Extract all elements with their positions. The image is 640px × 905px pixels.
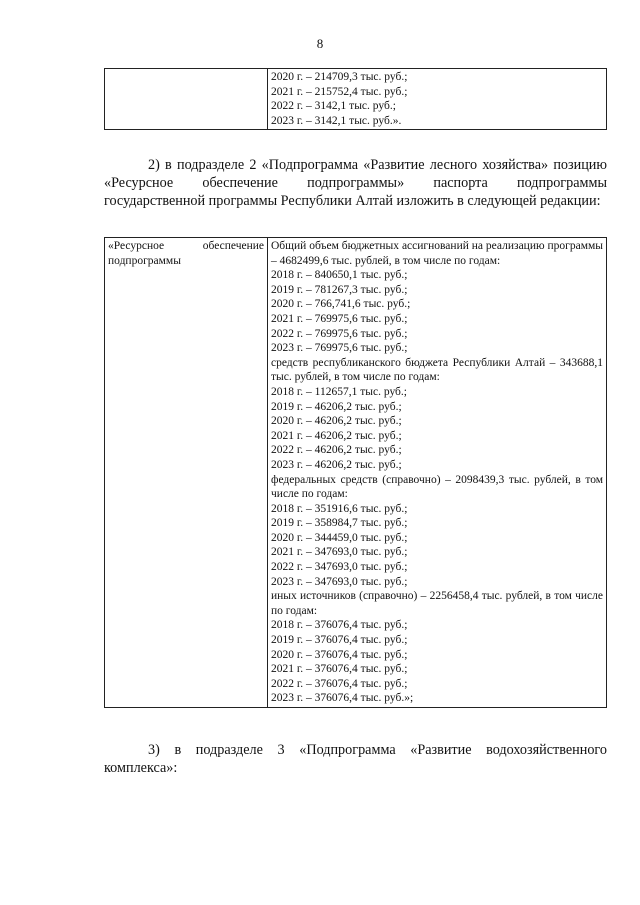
paragraph-item-2: 2) в подразделе 2 «Подпрограмма «Развитие лесного хозяйства» позицию «Ресурсное обеспечение подпрограммы» паспорта подпрограммы государственной программы Республики Алтай изложить в следующей редакции: bbox=[104, 157, 607, 209]
table1-line: 2021 г. – 215752,4 тыс. руб.; bbox=[271, 85, 408, 98]
table2-line: 2022 г. – 769975,6 тыс. руб.; bbox=[271, 327, 408, 340]
table2-line: 2020 г. – 46206,2 тыс. руб.; bbox=[271, 415, 402, 428]
table2-line: 2019 г. – 358984,7 тыс. руб.; bbox=[271, 517, 408, 530]
paragraph-item-3: 3) в подразделе 3 «Подпрограмма «Развитие водохозяйственного комплекса»: bbox=[104, 742, 607, 776]
table2-line: 2022 г. – 376076,4 тыс. руб.; bbox=[271, 677, 408, 690]
table2-line: 2018 г. – 840650,1 тыс. руб.; bbox=[271, 269, 408, 282]
table1-line: 2023 г. – 3142,1 тыс. руб.». bbox=[271, 114, 402, 127]
table2-line: 2019 г. – 781267,3 тыс. руб.; bbox=[271, 283, 408, 296]
table1-line: 2020 г. – 214709,3 тыс. руб.; bbox=[271, 71, 408, 83]
table2-line: 2018 г. – 112657,1 тыс. руб.; bbox=[271, 385, 407, 398]
table2-line: 2021 г. – 46206,2 тыс. руб.; bbox=[271, 429, 402, 442]
table2-line: 2022 г. – 347693,0 тыс. руб.; bbox=[271, 561, 408, 574]
table2-line: федеральных средств (справочно) – 2098439,3 тыс. рублей, в том числе по годам: bbox=[271, 473, 603, 501]
table2-line: Общий объем бюджетных ассигнований на реализацию программы – 4682499,6 тыс. рублей, в том числе по годам: bbox=[271, 240, 603, 267]
table2-line: 2023 г. – 376076,4 тыс. руб.»; bbox=[271, 692, 414, 705]
table2-line: 2018 г. – 351916,6 тыс. руб.; bbox=[271, 502, 408, 515]
table2-line: 2021 г. – 376076,4 тыс. руб.; bbox=[271, 663, 408, 676]
table1-line: 2022 г. – 3142,1 тыс. руб.; bbox=[271, 100, 396, 113]
table2-line: 2021 г. – 769975,6 тыс. руб.; bbox=[271, 312, 408, 325]
table2-line: средств республиканского бюджета Республики Алтай – 343688,1 тыс. рублей, в том числе по годам: bbox=[271, 356, 603, 384]
table2-line: 2022 г. – 46206,2 тыс. руб.; bbox=[271, 444, 402, 457]
table2-line: 2020 г. – 344459,0 тыс. руб.; bbox=[271, 531, 408, 544]
table2-line: 2020 г. – 766,741,6 тыс. руб.; bbox=[271, 298, 411, 311]
table2-line: 2019 г. – 376076,4 тыс. руб.; bbox=[271, 634, 408, 647]
resource-provision-table bbox=[104, 237, 607, 708]
table2-line: 2023 г. – 46206,2 тыс. руб.; bbox=[271, 458, 402, 471]
table1-right-cell bbox=[268, 69, 607, 130]
table2-left-cell: «Ресурсное обеспечение подпрограммы bbox=[105, 238, 268, 708]
table2-line: 2020 г. – 376076,4 тыс. руб.; bbox=[271, 648, 408, 661]
table2-line: иных источников (справочно) – 2256458,4 тыс. рублей, в том числе по годам: bbox=[271, 590, 603, 617]
table1-left-cell bbox=[105, 69, 268, 130]
table2-line: 2018 г. – 376076,4 тыс. руб.; bbox=[271, 619, 408, 632]
table2-line: 2021 г. – 347693,0 тыс. руб.; bbox=[271, 546, 408, 559]
table2-line: 2023 г. – 769975,6 тыс. руб.; bbox=[271, 342, 408, 355]
page-number: 8 bbox=[316, 36, 324, 51]
table2-line: 2023 г. – 347693,0 тыс. руб.; bbox=[271, 575, 408, 588]
budget-table-continuation bbox=[104, 68, 607, 130]
table2-line: 2019 г. – 46206,2 тыс. руб.; bbox=[271, 400, 402, 413]
table2-right-cell bbox=[268, 238, 607, 708]
